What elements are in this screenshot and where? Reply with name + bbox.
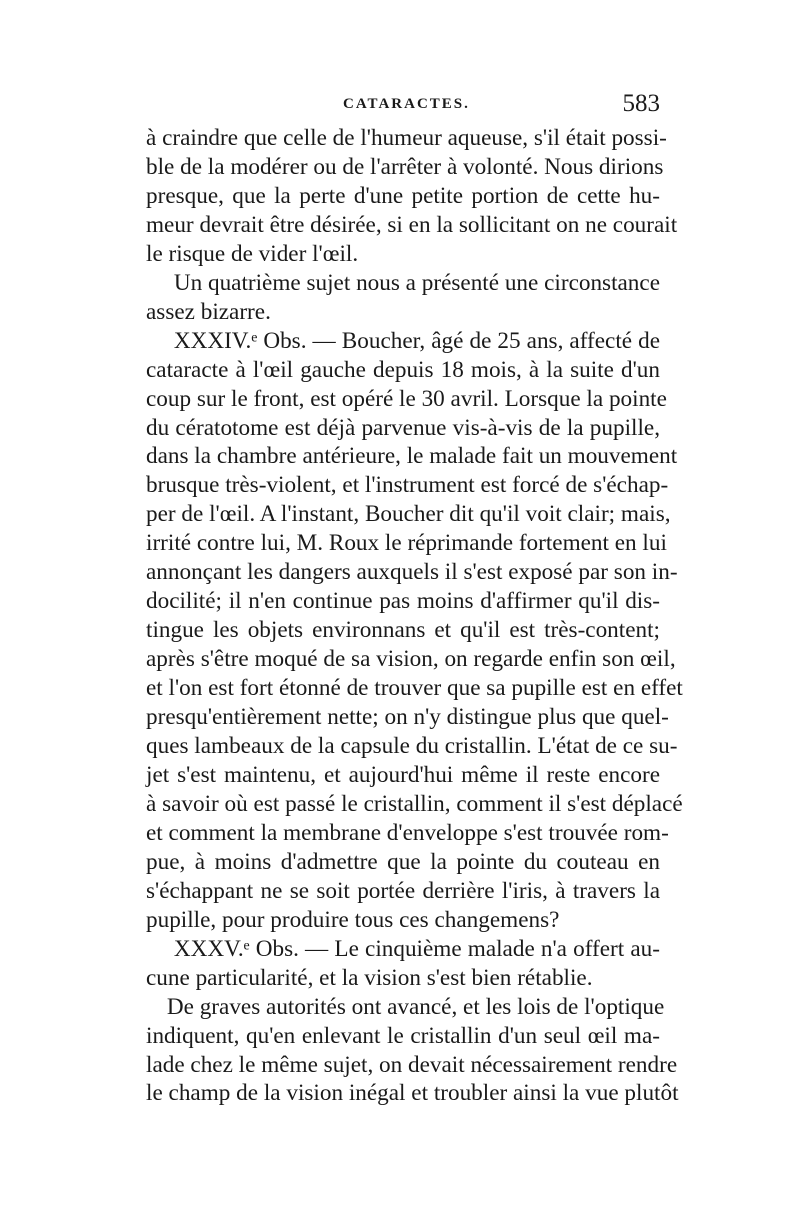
text-line: s'échappant ne se soit portée derrière l'iris, à travers la xyxy=(146,877,660,904)
text-line: brusque très-violent, et l'instrument est forcé de s'échap- xyxy=(146,472,669,499)
body-text xyxy=(146,124,683,1108)
text-line: cataracte à l'œil gauche depuis 18 mois, à la suite d'un xyxy=(146,356,660,383)
text-line: coup sur le front, est opéré le 30 avril. Lorsque la pointe xyxy=(146,385,667,412)
text-line: pue, à moins d'admettre que la pointe du couteau en xyxy=(146,848,660,875)
text-line: après s'être moqué de sa vision, on regarde enfin son œil, xyxy=(146,646,676,673)
text-line: tingue les objets environnans et qu'il est très-content; xyxy=(146,617,660,644)
text-line: le champ de la vision inégal et troubler ainsi la vue plutôt xyxy=(146,1080,679,1107)
text-line: cune particularité, et la vision s'est bien rétablie. xyxy=(146,964,593,991)
text-line: à savoir où est passé le cristallin, comment il s'est déplacé xyxy=(146,790,683,817)
text-line: irrité contre lui, M. Roux le réprimande fortement en lui xyxy=(146,530,667,557)
text-line: annonçant les dangers auxquels il s'est exposé par son in- xyxy=(146,559,678,586)
text-line: dans la chambre antérieure, le malade fait un mouvement xyxy=(146,443,678,470)
text-line: XXXIV.ᵉ Obs. — Boucher, âgé de 25 ans, affecté de xyxy=(173,327,660,354)
text-line: meur devrait être désirée, si en la sollicitant on ne courait xyxy=(146,211,678,238)
text-line: ques lambeaux de la capsule du cristallin. L'état de ce su- xyxy=(146,733,678,760)
text-line: presque, que la perte d'une petite portion de cette hu- xyxy=(146,182,660,209)
text-line: assez bizarre. xyxy=(146,298,271,325)
text-line: et comment la membrane d'enveloppe s'est trouvée rom- xyxy=(146,819,669,846)
text-line: De graves autorités ont avancé, et les lois de l'optique xyxy=(166,993,665,1020)
text-line: pupille, pour produire tous ces changemens? xyxy=(146,906,560,933)
text-line: lade chez le même sujet, on devait nécessairement rendre xyxy=(146,1051,678,1078)
text-line: presqu'entièrement nette; on n'y distingue plus que quel- xyxy=(146,704,669,731)
text-line: à craindre que celle de l'humeur aqueuse, s'il était possi- xyxy=(146,125,667,151)
text-line: XXXV.ᵉ Obs. — Le cinquième malade n'a offert au- xyxy=(173,935,660,962)
running-title: CATARACTES. xyxy=(343,96,470,112)
text-line: et l'on est fort étonné de trouver que sa pupille est en effet xyxy=(146,675,683,702)
text-line: le risque de vider l'œil. xyxy=(146,240,359,267)
text-line: per de l'œil. A l'instant, Boucher dit qu'il voit clair; mais, xyxy=(146,501,671,528)
text-line: Un quatrième sujet nous a présenté une circonstance xyxy=(173,269,660,296)
text-line: ble de la modérer ou de l'arrêter à volonté. Nous dirions xyxy=(146,153,664,180)
text-line: jet s'est maintenu, et aujourd'hui même il reste encore xyxy=(146,761,660,788)
page-number: 583 xyxy=(622,90,660,117)
text-line: indiquent, qu'en enlevant le cristallin d'un seul œil ma- xyxy=(146,1022,660,1049)
text-line: du cératotome est déjà parvenue vis-à-vis de la pupille, xyxy=(146,414,660,441)
running-head xyxy=(146,84,660,124)
text-line: docilité; il n'en continue pas moins d'affirmer qu'il dis- xyxy=(146,588,660,615)
